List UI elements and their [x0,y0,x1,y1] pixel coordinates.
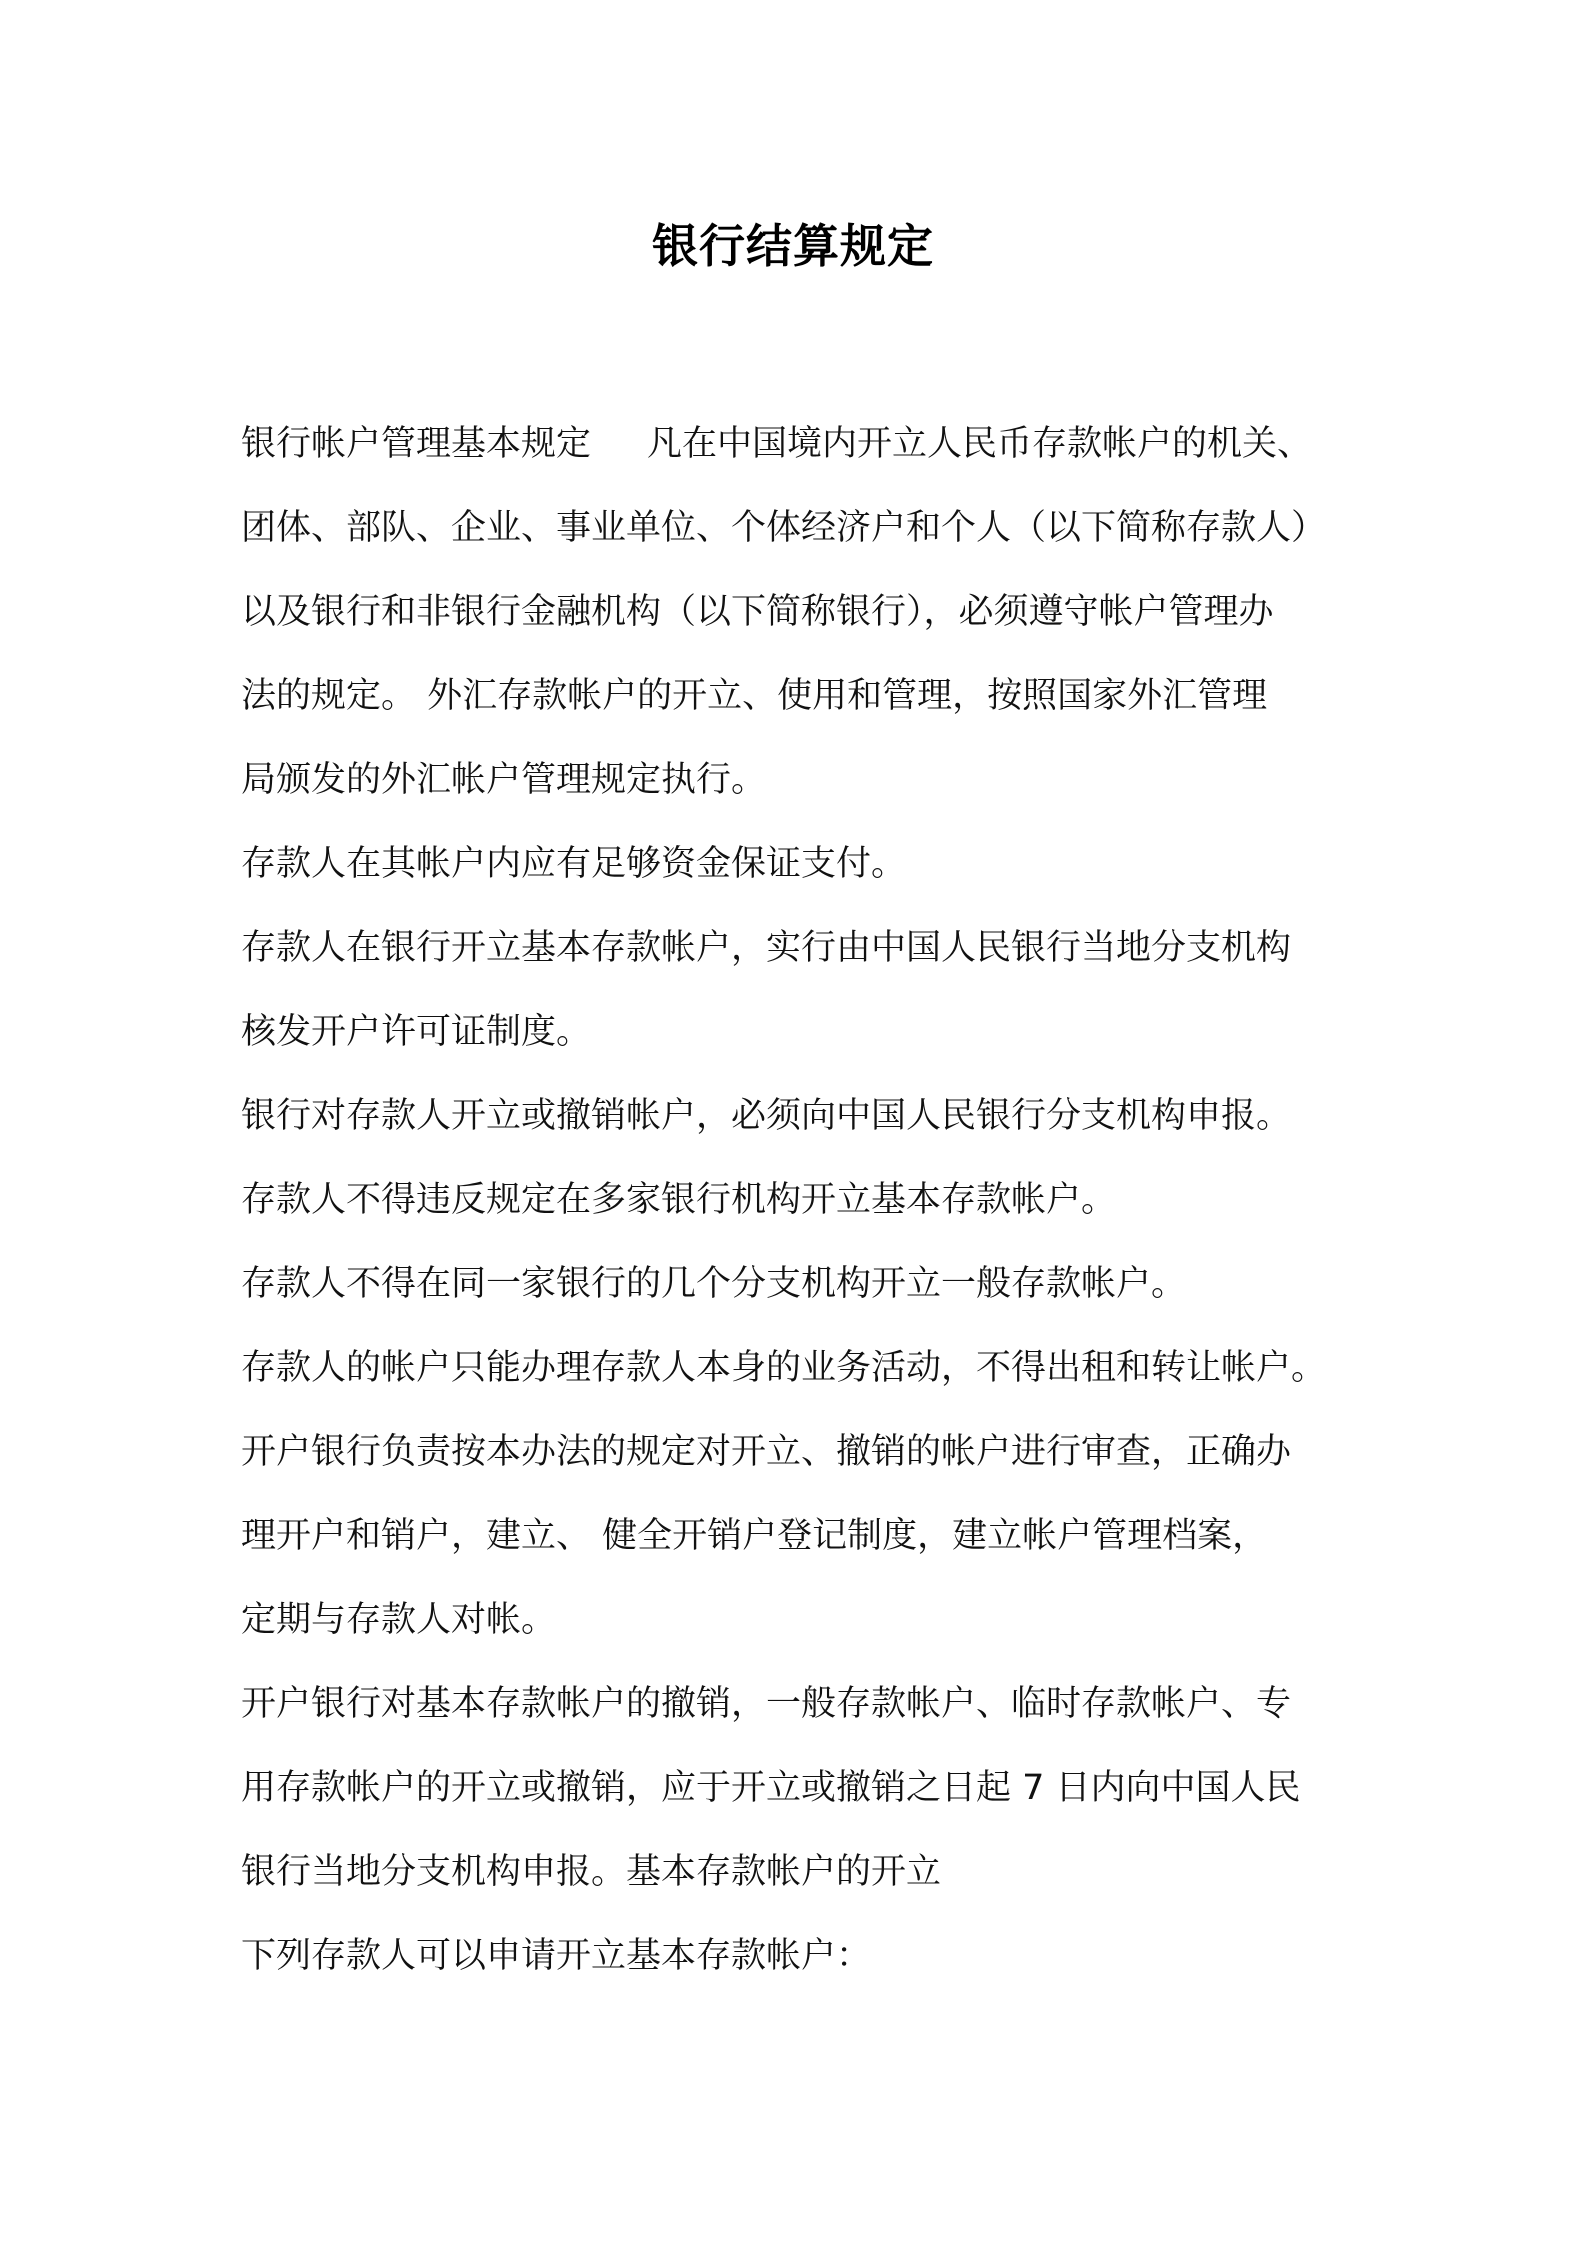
paragraph-line: 法的规定。 外汇存款帐户的开立、使用和管理，按照国家外汇管理 [241,676,1268,716]
paragraph-line: 团体、部队、企业、事业单位、个体经济户和个人（以下简称存款人） [241,508,1327,548]
paragraph-line: 核发开户许可证制度。 [241,1012,592,1052]
paragraph-line: 存款人在银行开立基本存款帐户，实行由中国人民银行当地分支机构 [241,928,1292,968]
paragraph-line: 银行对存款人开立或撤销帐户，必须向中国人民银行分支机构申报。 [241,1096,1292,1136]
section-heading: 银行帐户管理基本规定 [241,424,592,464]
paragraph-line: 存款人在其帐户内应有足够资金保证支付。 [241,844,907,884]
paragraph-line: 存款人的帐户只能办理存款人本身的业务活动，不得出租和转让帐户。 [241,1348,1327,1388]
paragraph-text: 凡在中国境内开立人民币存款帐户的机关、 [647,424,1313,464]
paragraph-line: 以及银行和非银行金融机构（以下简称银行），必须遵守帐户管理办 [241,592,1274,632]
paragraph-line: 存款人不得在同一家银行的几个分支机构开立一般存款帐户。 [241,1264,1187,1304]
paragraph-line: 用存款帐户的开立或撤销，应于开立或撤销之日起 7 日内向中国人民 [241,1768,1301,1808]
paragraph-line: 开户银行负责按本办法的规定对开立、撤销的帐户进行审查，正确办 [241,1432,1292,1472]
paragraph-line: 理开户和销户，建立、 健全开销户登记制度，建立帐户管理档案， [241,1516,1268,1556]
paragraph-line: 开户银行对基本存款帐户的撤销，一般存款帐户、临时存款帐户、专 [241,1684,1292,1724]
paragraph-line: 局颁发的外汇帐户管理规定执行。 [241,760,767,800]
paragraph-line: 下列存款人可以申请开立基本存款帐户： [241,1936,872,1976]
paragraph-line: 定期与存款人对帐。 [241,1600,557,1640]
paragraph-line: 存款人不得违反规定在多家银行机构开立基本存款帐户。 [241,1180,1117,1220]
paragraph-line [241,402,1371,486]
document-title: 银行结算规定 [652,219,934,273]
document-body [241,402,1371,1998]
paragraph-line: 银行当地分支机构申报。基本存款帐户的开立 [241,1852,942,1892]
